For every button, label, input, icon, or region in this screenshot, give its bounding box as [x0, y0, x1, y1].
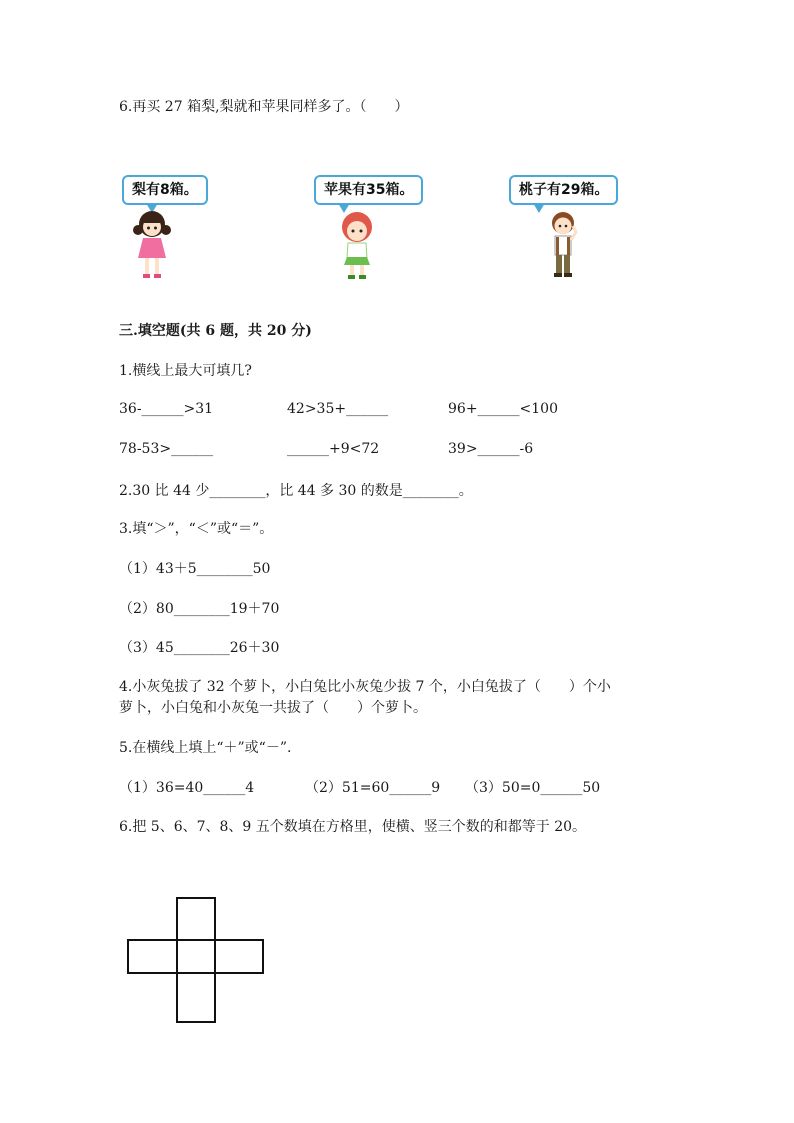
question-5-title: 5.在横线上填上“＋”或“－”. — [119, 740, 292, 756]
grid-cell-right[interactable] — [215, 940, 263, 973]
question-4-line-1: 4.小灰兔拔了 32 个萝卜，小白兔比小灰兔少拔 7 个，小白兔拔了（ ）个小 — [119, 679, 611, 695]
question-4-line-2: 萝卜，小白兔和小灰兔一共拔了（ ）个萝卜。 — [119, 700, 427, 716]
grid-cell-bottom[interactable] — [177, 973, 215, 1022]
q1-item: 39>______-6 — [448, 441, 534, 457]
question-6-text: 6.再买 27 箱梨,梨就和苹果同样多了。（ ） — [119, 99, 409, 115]
question-3-title: 3.填“＞”，“＜”或“＝”。 — [119, 521, 274, 537]
girl-red-hair-figure — [336, 210, 378, 280]
q3-item: （1）43＋5________50 — [119, 561, 271, 577]
grid-cell-center[interactable] — [177, 940, 215, 973]
grid-cell-left[interactable] — [128, 940, 177, 973]
bubble-text-pear: 梨有8箱。 — [132, 182, 198, 198]
q1-item: 36-______>31 — [119, 401, 214, 417]
q1-item: ______+9<72 — [287, 441, 380, 457]
bubble-text-apple: 苹果有35箱。 — [324, 182, 414, 198]
bubble-text-peach: 桃子有29箱。 — [519, 182, 609, 198]
q1-item: 78-53>______ — [119, 441, 214, 457]
speech-bubble-peach — [509, 175, 618, 205]
boy-thinking-figure — [543, 210, 583, 280]
grid-cell-top[interactable] — [177, 898, 215, 940]
girl-pigtails-figure — [130, 208, 174, 280]
q1-item: 96+______<100 — [448, 401, 558, 417]
q5-item: （3）50=0______50 — [465, 780, 601, 796]
speech-bubble-apple — [314, 175, 423, 205]
q3-item: （3）45________26＋30 — [119, 640, 280, 656]
q5-item: （2）51=60______9 — [305, 780, 441, 796]
q1-item: 42>35+______ — [287, 401, 389, 417]
speech-bubble-pear — [122, 175, 208, 205]
question-2-text: 2.30 比 44 少________，比 44 多 30 的数是________。 — [119, 483, 473, 499]
q5-item: （1）36=40______4 — [119, 780, 255, 796]
cross-grid — [127, 897, 265, 1025]
section-heading: 三.填空题(共 6 题，共 20 分) — [119, 323, 312, 339]
question-6-text: 6.把 5、6、7、8、9 五个数填在方格里，使横、竖三个数的和都等于 20。 — [119, 819, 587, 835]
question-1-title: 1.横线上最大可填几? — [119, 363, 252, 379]
q3-item: （2）80________19＋70 — [119, 601, 280, 617]
